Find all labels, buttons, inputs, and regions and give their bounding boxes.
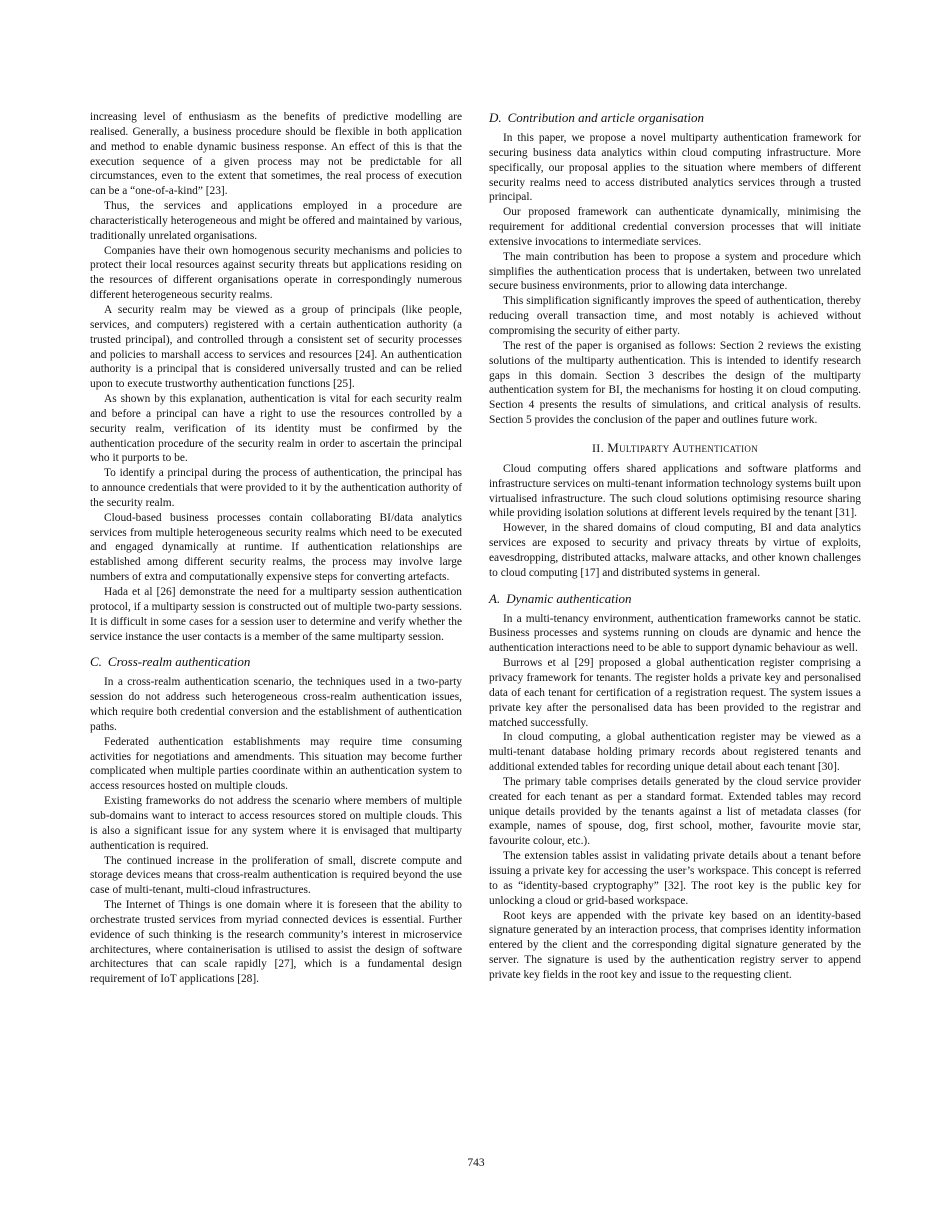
paragraph: Burrows et al [29] proposed a global authentication register comprising a privacy framework for tenants. The register holds a private key and personalised data of each tenant for certification of a registration request. The system issues a private key after the personalised data has been provided to the registrar and matched successfully. bbox=[489, 657, 861, 729]
paragraph: As shown by this explanation, authentication is vital for each security realm and before a principal can have a right to use the resources controlled by a security realm, verification of its identity must be confirmed by the authentication procedure of the security realm in order to ascertain the principal who it purports to be. bbox=[90, 393, 462, 465]
right-column bbox=[489, 110, 861, 983]
paragraph: To identify a principal during the process of authentication, the principal has to announce credentials that were provided to it by the authentication authority of the security realm. bbox=[90, 467, 462, 509]
paragraph: The continued increase in the proliferation of small, discrete compute and storage devices means that cross-realm authentication is required beyond the use case of multi-tenant, multi-cloud infrastructures. bbox=[90, 854, 462, 897]
paragraph: Root keys are appended with the private key based on an identity-based signature generated by an interaction process, that comprises identity information entered by the client and the corresponding digital signature generated by the server. The signature is used by the authentication registry server to append private key fields in the root key and issue to the requesting client. bbox=[489, 909, 861, 981]
paragraph: A security realm may be viewed as a group of principals (like people, services, and computers) registered with a certain authentication authority (a trusted principal), and controlled through a consistent set of security processes and policies to marshall access to services and resources [24]. An authentication authority is a principal that is considered universally trusted and can be relied upon to execute trustworthy authentication functions [25]. bbox=[90, 303, 462, 391]
paragraph: increasing level of enthusiasm as the benefits of predictive modelling are realised. Generally, a business procedure should be flexible in both application and method to enable dynamic business response. An effect of this is that the execution sequence of a given process may not be predictable for all circumstances, even to the extent that sometimes, the real process of execution can be a “one-of-a-kind” [23]. bbox=[90, 111, 462, 198]
paragraph: The main contribution has been to propose a system and procedure which simplifies the authentication process that is undertaken, between two unrelated secure business environments, prior to allowing data interchange. bbox=[489, 250, 861, 293]
paragraph: The rest of the paper is organised as follows: Section 2 reviews the existing solutions of the multiparty authentication. This is intended to identify research gaps in this domain. Section 3 describes the design of the multiparty authentication system for BI, the mechanisms for hosting it on cloud computing. Section 4 presents the results of simulations, and critical analysis of results. Section 5 provides the conclusion of the paper and outlines future work. bbox=[489, 339, 861, 427]
paragraph: However, in the shared domains of cloud computing, BI and data analytics services are exposed to security and privacy threats by virtue of exploits, eavesdropping, distributed attacks, malware attacks, and other known challenges to cloud computing [17] and distributed systems in general. bbox=[489, 522, 861, 579]
left-column bbox=[90, 110, 462, 987]
subsection-title: Cross-realm authentication bbox=[107, 654, 251, 670]
paragraph: In cloud computing, a global authentication register may be viewed as a multi-tenant database holding primary records about registered tenants and additional extended tables for recording unique detail about each tenant [30]. bbox=[489, 731, 861, 774]
subsection-number: C. bbox=[90, 654, 102, 670]
paragraph: Our proposed framework can authenticate dynamically, minimising the requirement for additional credential conversion processes that will initiate extensive invocations to intermediate services. bbox=[489, 206, 861, 248]
paragraph: Federated authentication establishments may require time consuming activities for negotiations and amendments. This situation may become further complicated when multiple parties coordinate within an authentication system to access resources hosted on multiple clouds. bbox=[90, 735, 462, 793]
paragraph: This simplification significantly improves the speed of authentication, thereby reducing overall transaction time, and most notably is achieved without compromising the security of either party. bbox=[489, 295, 861, 337]
paragraph: The extension tables assist in validating private details about a tenant before issuing a private key for accessing the user’s workspace. This concept is referred to as “identity-based cryptography” [32]. The root key is the public key for unlocking a cloud or grid-based workspace. bbox=[489, 850, 861, 907]
section-heading-multiparty-authentication bbox=[489, 440, 861, 456]
paragraph: Existing frameworks do not address the scenario where members of multiple sub-domains want to interact to access resources stored on multiple clouds. This is also a significant issue for any system where it is envisaged that multiparty authentication is required. bbox=[90, 795, 462, 852]
subsection-number: A. bbox=[489, 590, 501, 606]
paragraph: In this paper, we propose a novel multiparty authentication framework for securing business data analytics within cloud computing infrastructure. More specifically, our proposal applies to the situation where members of different security realms need to access distributed analytics services through a trusted principal. bbox=[489, 132, 861, 204]
subsection-title: Dynamic authentication bbox=[506, 590, 632, 606]
subsection-heading-cross-realm bbox=[90, 654, 462, 670]
subsection-heading-contribution bbox=[489, 110, 861, 126]
paragraph: In a cross-realm authentication scenario, the techniques used in a two-party session do not address such heterogeneous cross-realm authentication issues, which require both credential conversion and the establishment of authentication paths. bbox=[90, 676, 462, 733]
paragraph: The primary table comprises details generated by the cloud service provider created for each tenant as per a standard format. Extended tables may record unique details provided by the tenants against a list of metadata classes (for example, names of spouse, dog, first school, mother, favourite movie star, favourite colour, etc.). bbox=[489, 775, 861, 848]
paragraph: Cloud-based business processes contain collaborating BI/data analytics services from multiple heterogeneous security realms which need to be executed and engaged dynamically at runtime. If authentication relationships are established among different security realms, the process may involve large numbers of extra and computationally expensive steps for converting artefacts. bbox=[90, 511, 462, 584]
section-number: II. bbox=[592, 440, 604, 455]
subsection-title: Contribution and article organisation bbox=[507, 110, 704, 125]
subsection-number: D. bbox=[489, 110, 502, 125]
paragraph: The Internet of Things is one domain where it is foreseen that the ability to orchestrate trusted services from myriad connected devices is essential. Further evidence of such thinking is the research community’s interest in microservice architectures, where containerisation is utilised to assist the design of software architectures that can scale rapidly [27], which is a fundamental design requirement of IoT applications [28]. bbox=[90, 899, 462, 986]
paragraph: Companies have their own homogenous security mechanisms and policies to protect their local resources against security threats but applications residing on the resources of different organisations operate in correspondingly numerous different heterogeneous security realms. bbox=[90, 244, 462, 302]
paragraph: Hada et al [26] demonstrate the need for a multiparty session authentication protocol, if a multiparty session is constructed out of multiple two-party sessions. It is difficult in some cases for a session user to determine and verify whether the service instance the user contacts is a member of the same multiparty session. bbox=[90, 586, 462, 643]
paragraph: Thus, the services and applications employed in a procedure are characteristically heterogeneous and might be offered and maintained by various, traditionally unrelated organisations. bbox=[90, 200, 462, 242]
page-number: 743 bbox=[467, 1157, 485, 1169]
paragraph: Cloud computing offers shared applications and software platforms and infrastructure services on multi-tenant information technology systems built upon virtualised infrastructure. The such cloud solutions optimising resource sharing while providing isolation solutions at different levels required by the tenant [31]. bbox=[489, 462, 862, 520]
section-title: Multiparty Authentication bbox=[607, 439, 758, 455]
subsection-heading-dynamic-authentication bbox=[489, 591, 861, 607]
paragraph: In a multi-tenancy environment, authentication frameworks cannot be static. Business processes and systems running on clouds are dynamic and hence the authentication interactions need to be able to support dynamic behaviour as well. bbox=[489, 612, 861, 655]
